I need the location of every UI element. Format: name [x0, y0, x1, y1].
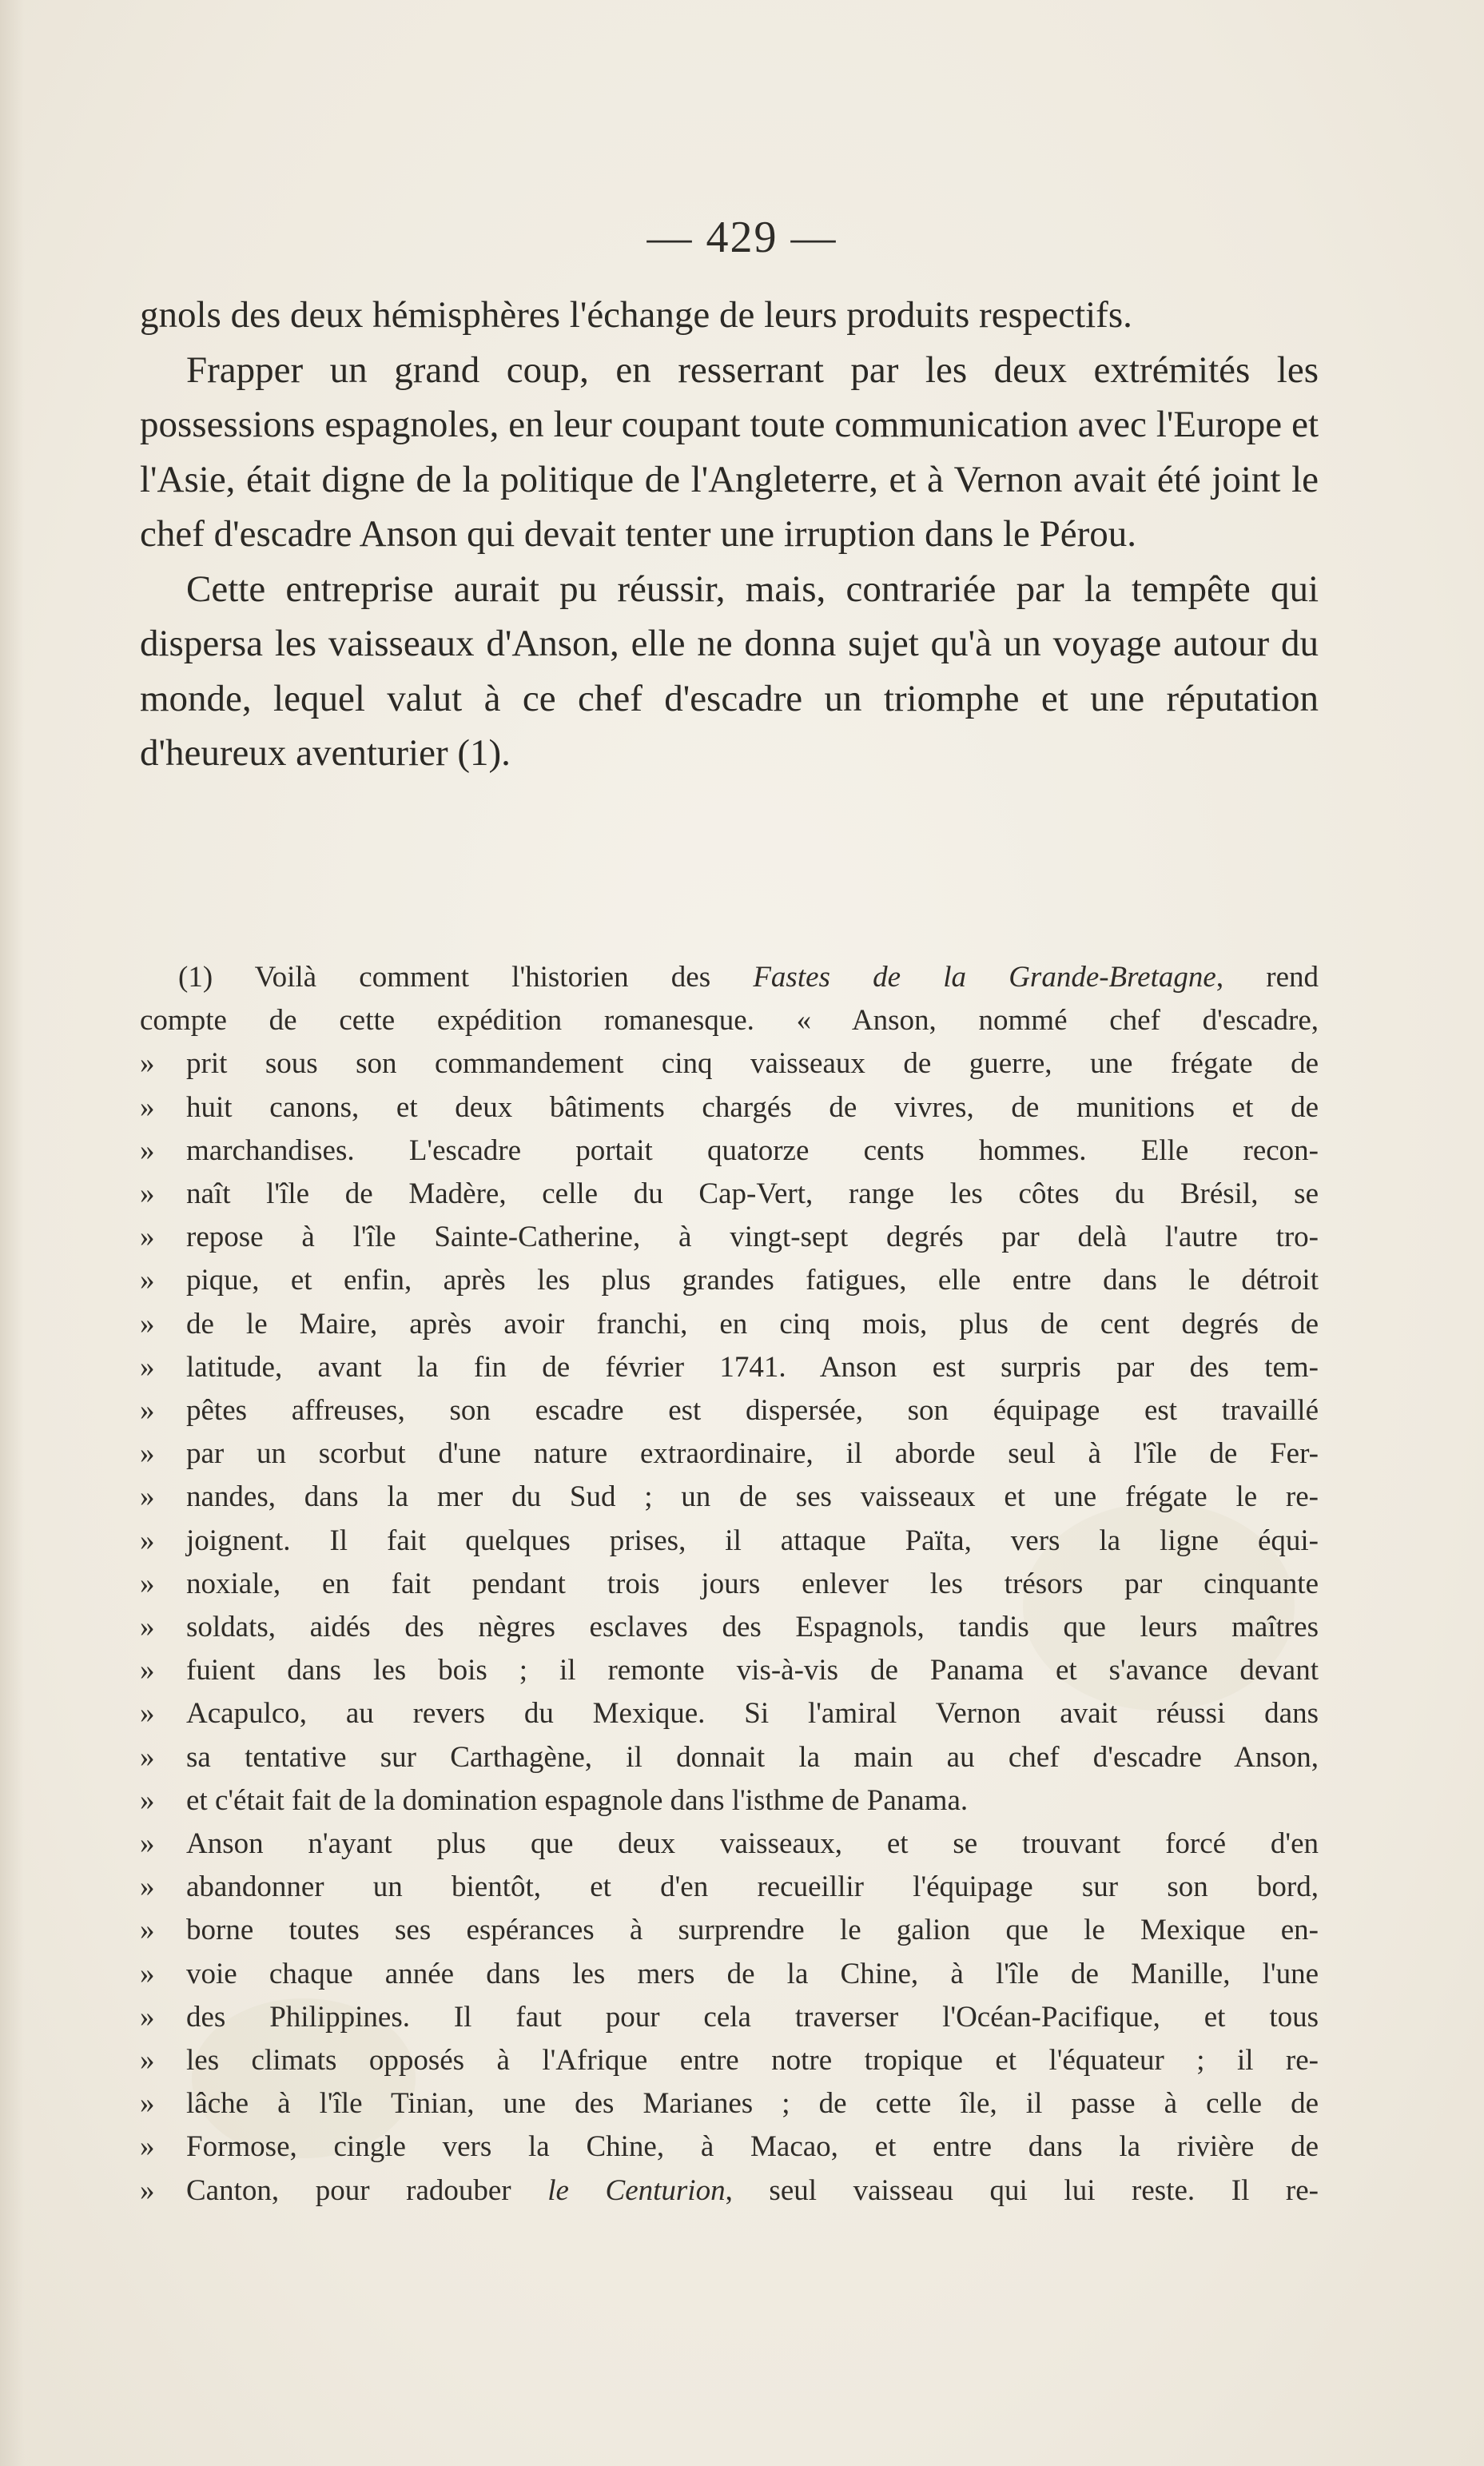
footnote-line: » de le Maire, après avoir franchi, en cinq mois, plus de cent degrés de	[140, 1303, 1319, 1346]
footnote-line: » sa tentative sur Carthagène, il donnait la main au chef d'escadre Anson,	[140, 1736, 1319, 1779]
paragraph-1: gnols des deux hémisphères l'échange de leurs produits respectifs.	[140, 294, 1132, 336]
footnote-ship-name: le Centurion	[547, 2173, 726, 2207]
footnote-line: » Formose, cingle vers la Chine, à Macao, et entre dans la rivière de	[140, 2125, 1319, 2169]
footnote-line: » repose à l'île Sainte-Catherine, à vingt-sept degrés par delà l'autre tro-	[140, 1216, 1319, 1259]
footnote-line: » pêtes affreuses, son escadre est dispersée, son équipage est travaillé	[140, 1389, 1319, 1432]
footnote-line: » par un scorbut d'une nature extraordinaire, il aborde seul à l'île de Fer-	[140, 1432, 1319, 1476]
footnote-line: » borne toutes ses espérances à surprendre le galion que le Mexique en-	[140, 1909, 1319, 1952]
footnote-line	[140, 956, 1319, 999]
footnote-line: » fuient dans les bois ; il remonte vis-à-vis de Panama et s'avance devant	[140, 1649, 1319, 1692]
footnote-line: » naît l'île de Madère, celle du Cap-Vert, range les côtes du Brésil, se	[140, 1173, 1319, 1216]
footnote-line	[140, 2169, 1319, 2213]
footnote	[140, 956, 1319, 2213]
footnote-line: » voie chaque année dans les mers de la Chine, à l'île de Manille, l'une	[140, 1953, 1319, 1996]
footnote-line: » nandes, dans la mer du Sud ; un de ses vaisseaux et une frégate le re-	[140, 1476, 1319, 1519]
footnote-text: (1) Voilà comment l'historien des	[178, 961, 754, 994]
footnote-line: » marchandises. L'escadre portait quatorze cents hommes. Elle recon-	[140, 1129, 1319, 1173]
footnote-line: » prit sous son commandement cinq vaisseaux de guerre, une frégate de	[140, 1042, 1319, 1086]
paragraph-3: Cette entreprise aurait pu réussir, mais, contrariée par la tempête qui dispersa les vaisseaux d'Anson, elle ne donna sujet qu'à un voyage autour du monde, lequel valut à ce chef d'escadre un triomphe et une réputation d'heureux aventurier (1).	[140, 568, 1319, 774]
footnote-text: , seul vaisseau qui lui reste. Il re-	[725, 2173, 1319, 2207]
footnote-line: » Acapulco, au revers du Mexique. Si l'amiral Vernon avait réussi dans	[140, 1692, 1319, 1735]
footnote-line: » et c'était fait de la domination espagnole dans l'isthme de Panama.	[140, 1779, 1319, 1823]
footnote-line: compte de cette expédition romanesque. « Anson, nommé chef d'escadre,	[140, 1004, 1319, 1038]
footnote-line: » abandonner un bientôt, et d'en recueillir l'équipage sur son bord,	[140, 1866, 1319, 1909]
footnote-line: » lâche à l'île Tinian, une des Marianes ; de cette île, il passe à celle de	[140, 2082, 1319, 2125]
footnote-line: » huit canons, et deux bâtiments chargés de vivres, de munitions et de	[140, 1086, 1319, 1129]
footnote-line: » noxiale, en fait pendant trois jours enlever les trésors par cinquante	[140, 1563, 1319, 1606]
footnote-line: » pique, et enfin, après les plus grandes fatigues, elle entre dans le détroit	[140, 1259, 1319, 1302]
footnote-line: » soldats, aidés des nègres esclaves des Espagnols, tandis que leurs maîtres	[140, 1606, 1319, 1649]
footnote-text: Canton, pour radouber	[186, 2173, 548, 2207]
main-text	[140, 288, 1319, 781]
footnote-line: » latitude, avant la fin de février 1741. Anson est surpris par des tem-	[140, 1346, 1319, 1389]
footnote-line: » joignent. Il fait quelques prises, il attaque Païta, vers la ligne équi-	[140, 1520, 1319, 1563]
paragraph-2: Frapper un grand coup, en resserrant par les deux extrémités les possessions espagnoles, en leur coupant toute communication avec l'Europe et l'Asie, était digne de la politique de l'Angleterre, et à Vernon avait été joint le chef d'escadre Anson qui devait tenter une irruption dans le Pérou.	[140, 349, 1319, 555]
footnote-book-title: Fastes de la Grande-Bretagne	[753, 961, 1216, 994]
footnote-line: » les climats opposés à l'Afrique entre notre tropique et l'équateur ; il re-	[140, 2039, 1319, 2082]
footnote-text: , rend	[1215, 961, 1319, 994]
footnote-line: » Anson n'ayant plus que deux vaisseaux, et se trouvant forcé d'en	[140, 1823, 1319, 1866]
page-fold-shadow	[0, 0, 24, 2466]
page-number: — 429 —	[647, 213, 837, 262]
footnote-line: » des Philippines. Il faut pour cela traverser l'Océan-Pacifique, et tous	[140, 1996, 1319, 2039]
